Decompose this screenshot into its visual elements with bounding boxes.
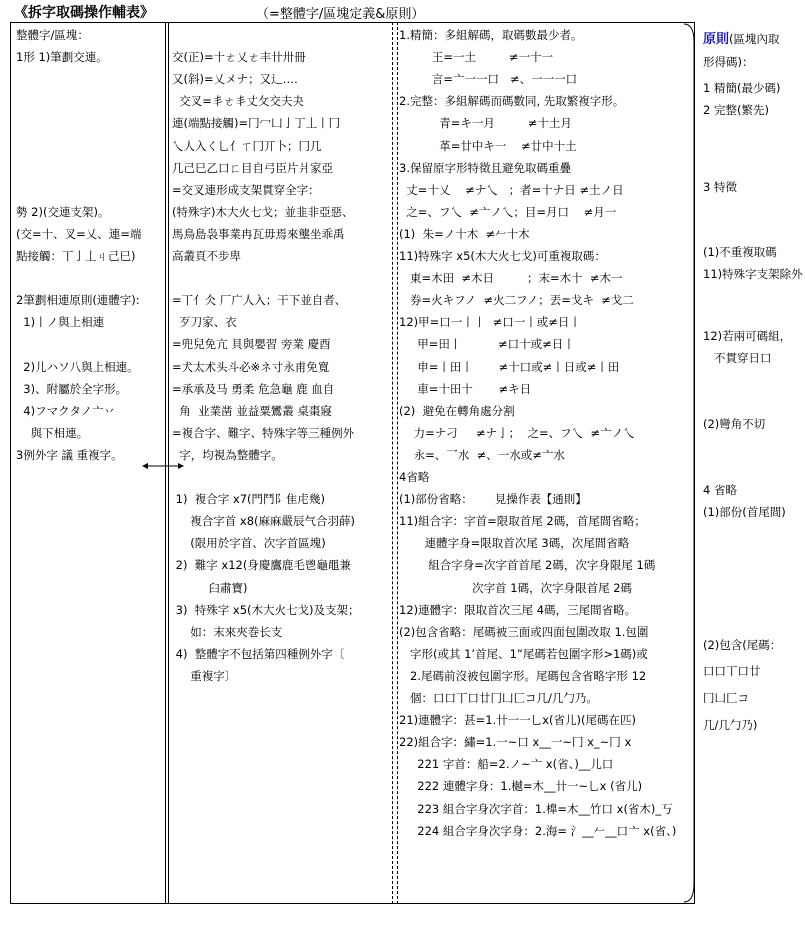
definition-line: 勢 2)(交連支架)。 [16, 204, 110, 219]
definition-line: 1形 1)筆劃交連。 [16, 50, 108, 65]
definition-line: 整體字/區塊： [16, 28, 89, 42]
rule-line: 言=亠一一口 ≠、一一一口 [399, 72, 578, 87]
rule-line: 券=火キフノ ≠火二フノ；丟=戈キ ≠戈二 [399, 293, 634, 308]
example-line: 角 业業凿 並益粟鸞叢 桌棗寢 [172, 403, 332, 418]
rule-line: 丈=十乂 ≠ナ乀 ；者=十ナ日 ≠土ノ日 [399, 182, 624, 197]
definition-line: 2)儿ハソ八與上相連。 [16, 359, 139, 374]
example-line: =複合字、難字、特殊字等三種例外 [172, 425, 355, 440]
doc-title: 《拆字取碼操作輔表》 [14, 5, 154, 21]
rule-line: 東=木田 ≠木日 ；末=木十 ≠木一 [399, 271, 623, 286]
rule-line: 1.精簡：多組解碼，取碼數最少者。 [399, 28, 583, 42]
principle-line: 不貫穿日口 [703, 350, 772, 365]
example-line: 重複字〕 [172, 668, 237, 683]
definition-line: 與下相連。 [16, 425, 89, 440]
example-line: =承承及马 勇柔 危急龜 鹿 血自 [172, 381, 335, 396]
principle-heading-note: (區塊內取 [729, 32, 780, 47]
principle-line: (1)不重複取碼 [703, 244, 777, 259]
principle-line: 形得碼)： [703, 54, 754, 69]
example-line: 2) 難字 x12(身慶鷹鹿毛鬯龜黽兼 [172, 558, 351, 573]
rule-line: 21)連體字：甚=1.卄一一乚x(省儿)(尾碼在匹) [399, 713, 636, 728]
principle-line: (1)部份(首尾間) [703, 505, 786, 520]
example-line: (限用於字首、次字首區塊) [172, 536, 326, 551]
principle-line [703, 28, 780, 51]
rule-line: 12)甲=口一丨丨 ≠口一丨或≠日丨 [399, 315, 581, 330]
example-line: 臼肅寶) [172, 580, 248, 595]
example-line: 4) 整體字不包括第四種例外字〔 [172, 646, 345, 661]
definition-line: 1)丨ノ與上相連 [16, 315, 105, 330]
example-line: 高叢頁不步卑 [172, 249, 241, 263]
definition-line: 4)フマクタノ亠丷 [16, 403, 116, 418]
rule-line: 個：口口丅口廿冂凵匚コ几/几勹乃。 [399, 691, 598, 705]
rule-line: 2.尾碼前沒被包圍字形。尾碼包含省略字形 12 [399, 668, 647, 683]
rule-line: 223 組合字身次字首：1.橰=木__竹口 x(省木)_丂 [399, 801, 673, 816]
rule-line: (2)包含省略：尾碼被三面或四面包圍改取 1.包圍 [399, 624, 649, 639]
principle-line: 4 省略 [703, 483, 737, 498]
principle-heading: 原則 [703, 32, 730, 48]
example-line: =犬太术头斗必※ネ寸永甫免寬 [172, 359, 330, 374]
example-line: 字，均視為整體字。 [172, 447, 283, 462]
rule-line: 12)連體字：限取首次三尾 4碼，三尾間省略。 [399, 602, 637, 617]
rule-line: 永=、乛水 ≠、一水或≠亠水 [399, 447, 565, 462]
rule-line: 之=、フ乀 ≠亠ノ乀；目=月口 ≠月一 [399, 204, 617, 219]
rule-line: 4省略 [399, 470, 430, 484]
rule-line: 11)組合字：字首=限取首尾 2碼，首尾間省略； [399, 514, 646, 529]
principle-line: (2)彎角不切 [703, 416, 766, 431]
rule-line: 3.保留原字形特徵且避免取碼重疊 [399, 160, 571, 175]
rule-line: (2) 避免在轉角處分割 [399, 403, 515, 418]
rule-line: 224 組合字身次字身：2.海= 氵__𠂉__口亠 x(省、) [399, 823, 677, 838]
principle-line: 3 特徵 [703, 180, 737, 195]
example-line: =交叉連形成支架貫穿全字： [172, 182, 320, 197]
principle-line: 口口丅口廿 [703, 664, 761, 679]
definition-line: (交=十、叉=乂、連=端 [16, 226, 142, 241]
principle-line: (2)包含(尾碼： [703, 637, 782, 652]
example-line: 歹刀家、衣 [172, 315, 237, 330]
definition-line: 2筆劃相連原則(連體字): [16, 293, 140, 308]
rule-line: 革=廿中キ一 ≠廿中十土 [399, 138, 577, 153]
rule-line: (1) 朱=ノ十木 ≠𠂉十木 [399, 226, 530, 241]
rule-line: 11)特殊字 x5(木大火七戈)可重複取碼： [399, 249, 606, 263]
rule-line: 王=一土 ≠一十一 [399, 50, 554, 65]
example-line: (特殊字)木大火七戈；並韭非亞惡、 [172, 204, 354, 219]
principle-line: 12)若兩可碼組， [703, 328, 792, 343]
example-line: =丅亻仌 厂广人入；干下並自者、 [172, 293, 347, 308]
rule-line: 組合字身=次字首首尾 2碼，次字身限尾 1碼 [399, 558, 656, 573]
example-line: 1) 複合字 x7(門鬥阝隹虍幾) [172, 492, 326, 507]
example-line: 如：末來夾巻长支 [172, 624, 283, 639]
definition-line: 3例外字 議 重複字。 [16, 447, 123, 462]
rule-line: 甲=田丨 ≠口十或≠日丨 [399, 337, 575, 352]
definition-line: 3)、附屬於全字形。 [16, 381, 128, 396]
example-line: 又(斜)=乂メナ；又辶…. [172, 72, 298, 87]
example-line: 3) 特殊字 x5(木大火七戈)及支架； [172, 602, 360, 617]
column-divider-2 [392, 22, 398, 904]
example-line: 交叉=丯ㄜ丯丈攵交夫夬 [172, 94, 304, 109]
rule-line: (1)部份省略： 見操作表【通則】 [399, 492, 587, 507]
example-line: 連(端點接觸)=冂冖凵亅丁丄丨冂 [172, 116, 341, 131]
rule-line: 青=キ一月 ≠十土月 [399, 116, 572, 131]
example-line: 几己巳乙口ㄈ目自弓臣片爿家亞 [172, 160, 333, 175]
example-line: 馬鳥島袅事業冉瓦毋焉來壟坐乖禹 [172, 226, 345, 241]
principle-line: 11)特殊字支架除外 [703, 266, 803, 281]
definition-line: 點接觸：丅亅丄ㄐ己巳) [16, 249, 136, 263]
right-brace [684, 22, 696, 904]
example-line: 複合字首 x8(麻麻嚴辰气合羽薛) [172, 514, 356, 529]
rule-line: 次字首 1碼，次字身限首尾 2碼 [399, 580, 633, 595]
example-line: =兜兒免亢 貝與嬰習 旁業 慶酉 [172, 337, 331, 352]
principle-line: 几/几勹乃) [703, 717, 758, 732]
rule-line: 連體字身=限取首次尾 3碼，次尾間省略 [399, 536, 630, 551]
rule-line: 221 字首：船=2.ノ~亠 x(省、)__儿口 [399, 757, 614, 772]
rule-line: 字形(或其 1’首尾、1”尾碼若包圍字形>1碼)或 [399, 646, 648, 661]
doc-subtitle: （=整體字/區塊定義&原則） [256, 7, 425, 22]
principle-line: 冂凵匚コ [703, 691, 749, 705]
rule-line: 車=十田十 ≠キ日 [399, 381, 532, 396]
principle-line: 2 完整(繁先) [703, 103, 769, 118]
rule-line: 22)組合字：繡=1.一~口 x__一~冂 x_~冂 x [399, 735, 632, 750]
rule-line: 力=ナ刁 ≠ナ亅； 之=、フ乀 ≠亠ノ乀 [399, 425, 635, 440]
example-line: 乀人入く乚亻ㄒ冂丌卜；冂几 [172, 138, 322, 153]
example-line: 交(正)=十ㄜ乂ㄜ丰卄卅冊 [172, 50, 306, 65]
rule-line: 222 連體字身：1.樾=木__卄一~乚x (省儿) [399, 779, 643, 794]
principle-line: 1 精簡(最少碼) [703, 81, 781, 96]
rule-line: 申=丨田丨 ≠十口或≠丨日或≠丨田 [399, 359, 620, 374]
rule-line: 2.完整：多組解碼而碼數同, 先取繁複字形。 [399, 94, 625, 109]
